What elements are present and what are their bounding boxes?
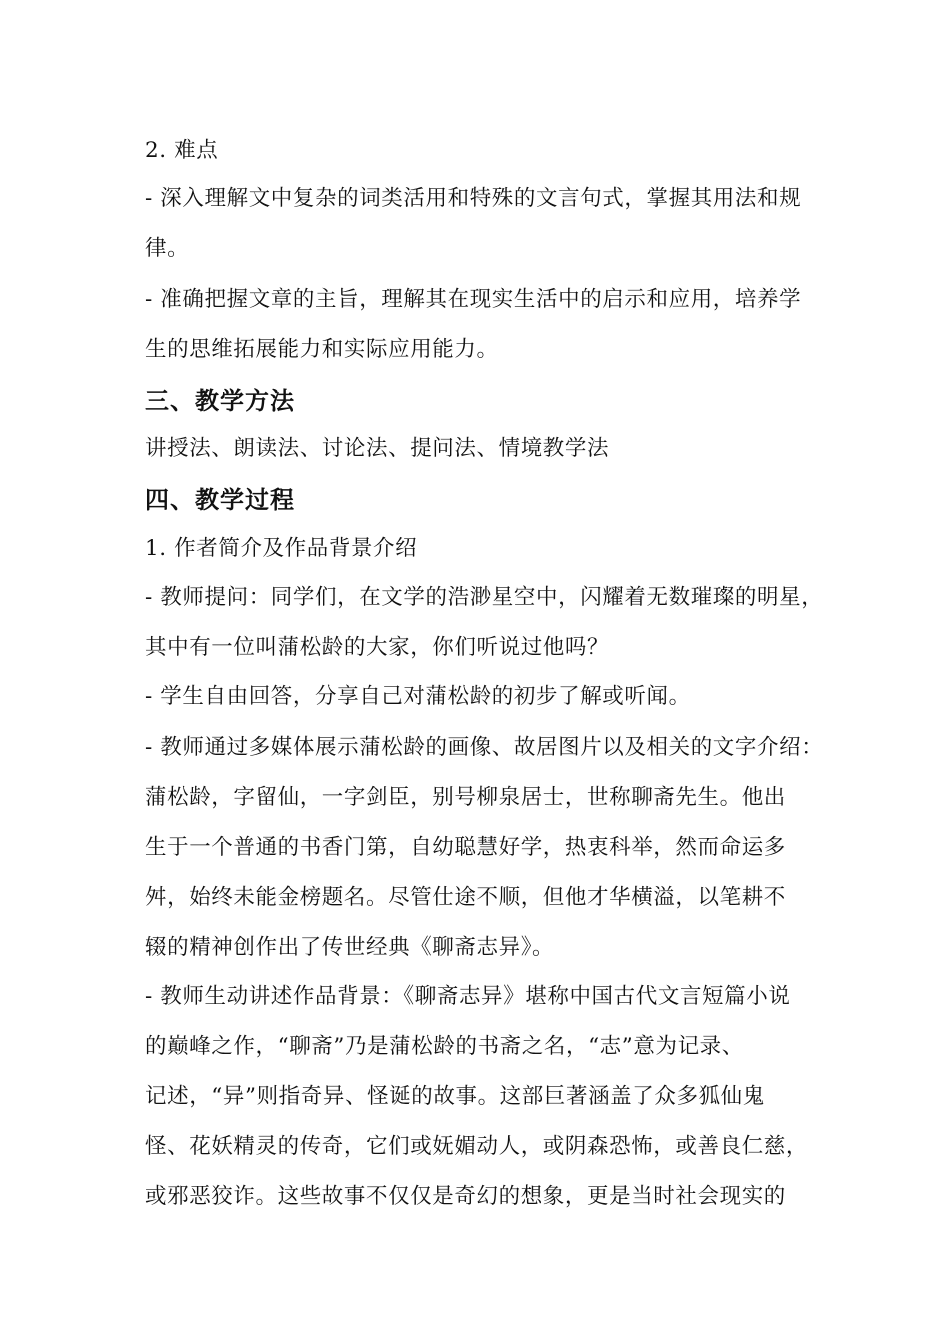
paragraph-line: 舛，始终未能金榜题名。尽管仕途不顺，但他才华横溢，以笔耕不 — [145, 885, 786, 910]
paragraph-line: 蒲松龄，字留仙，一字剑臣，别号柳泉居士，世称聊斋先生。他出 — [145, 785, 786, 810]
paragraph-line: - 教师提问：同学们，在文学的浩渺星空中，闪耀着无数璀璨的明星， — [145, 585, 824, 610]
paragraph-line: - 学生自由回答，分享自己对蒲松龄的初步了解或听闻。 — [145, 684, 691, 709]
paragraph-line: 生于一个普通的书香门第，自幼聪慧好学，热衷科举，然而命运多 — [145, 835, 786, 860]
section-heading-methods: 三、教学方法 — [145, 387, 295, 415]
paragraph-line: 其中有一位叫蒲松龄的大家，你们听说过他吗？ — [145, 635, 610, 660]
paragraph-line: 的巅峰之作，“聊斋”乃是蒲松龄的书斋之名，“志”意为记录、 — [145, 1034, 744, 1059]
section-heading-process: 四、教学过程 — [145, 486, 295, 514]
difficulty-heading: 2. 难点 — [145, 138, 219, 163]
step-heading: 1. 作者简介及作品背景介绍 — [145, 536, 418, 561]
paragraph-line: 辍的精神创作出了传世经典《聊斋志异》。 — [145, 935, 555, 960]
paragraph-line: - 教师生动讲述作品背景：《聊斋志异》堪称中国古代文言短篇小说 — [145, 984, 791, 1009]
difficulty-item-line: 生的思维拓展能力和实际应用能力。 — [145, 337, 499, 362]
difficulty-item-line: 律。 — [145, 236, 190, 261]
paragraph-line: 怪、花妖精灵的传奇，它们或妩媚动人，或阴森恐怖，或善良仁慈， — [145, 1134, 809, 1159]
paragraph-line: - 教师通过多媒体展示蒲松龄的画像、故居图片以及相关的文字介绍： — [145, 735, 824, 760]
difficulty-item-line: - 准确把握文章的主旨，理解其在现实生活中的启示和应用，培养学 — [145, 287, 802, 312]
paragraph-line: 记述，“异”则指奇异、怪诞的故事。这部巨著涵盖了众多狐仙鬼 — [145, 1084, 765, 1109]
difficulty-item-line: - 深入理解文中复杂的词类活用和特殊的文言句式，掌握其用法和规 — [145, 186, 802, 211]
paragraph-line: 或邪恶狡诈。这些故事不仅仅是奇幻的想象，更是当时社会现实的 — [145, 1184, 786, 1209]
methods-text: 讲授法、朗读法、讨论法、提问法、情境教学法 — [145, 436, 610, 461]
